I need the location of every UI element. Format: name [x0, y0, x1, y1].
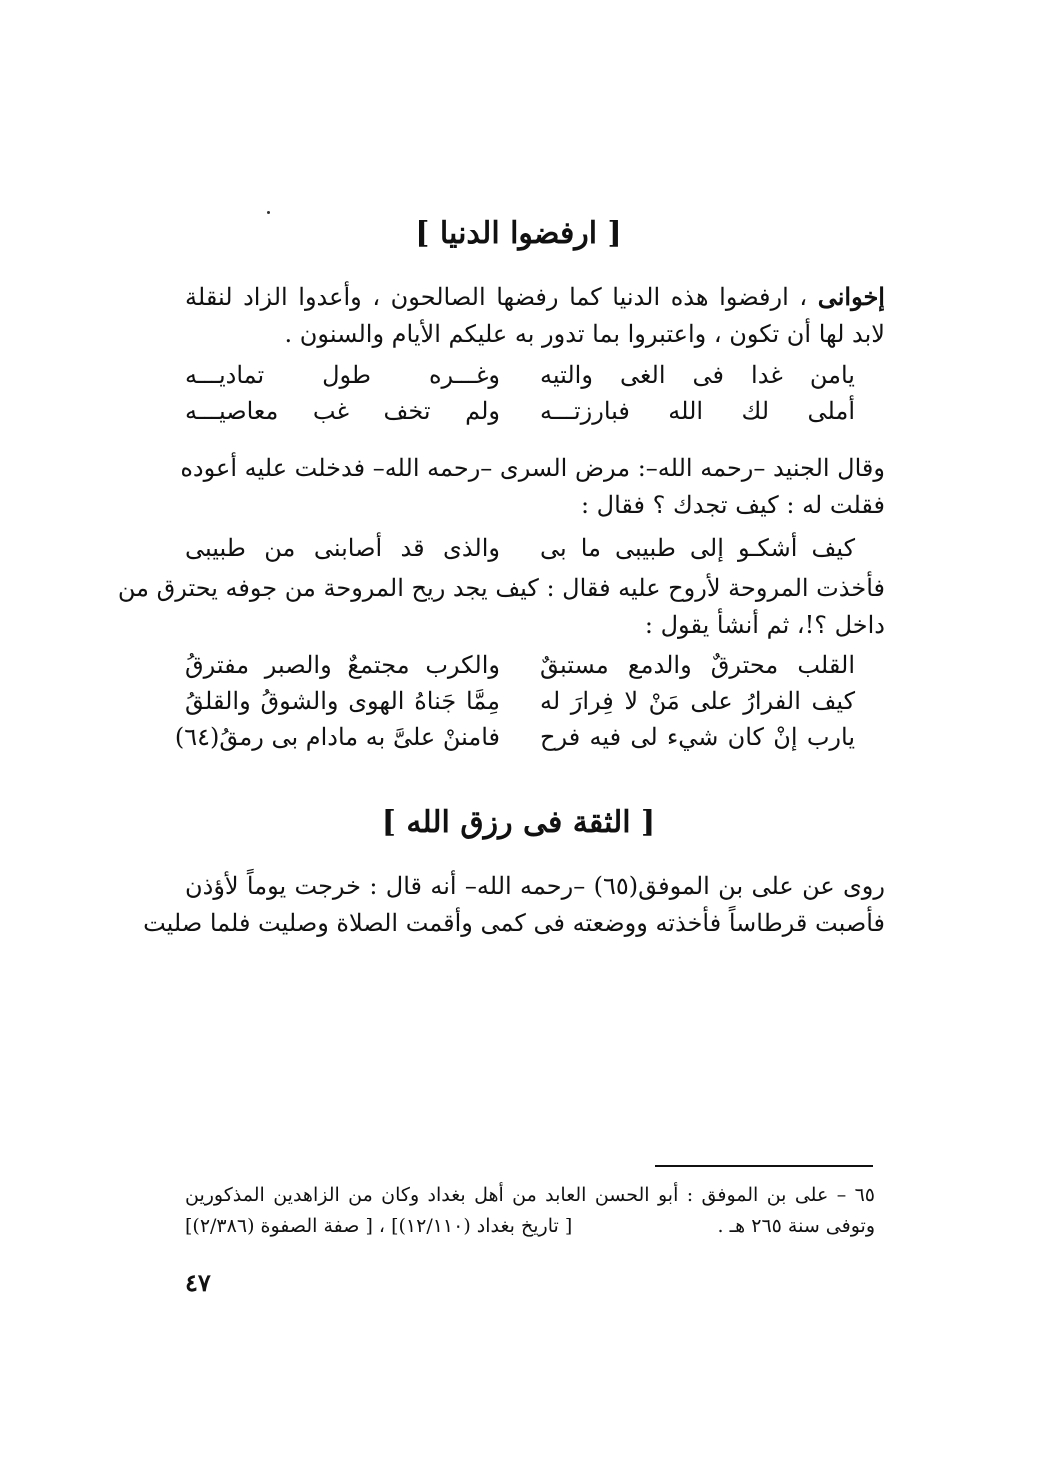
- footnote: [185, 1180, 875, 1242]
- verse-row: [185, 393, 885, 429]
- footnote-separator: [655, 1165, 873, 1167]
- verse-hemistich-second: فامننْ علىَّ به مادام بى رمقُ(٦٤): [174, 723, 500, 751]
- verse-row: [185, 530, 885, 566]
- paragraph-line: فأخذت المروحة لأروح عليه فقال : كيف يجد ريح المروحة من جوفه يحترق من: [117, 574, 885, 602]
- paragraph-fan: [117, 570, 885, 644]
- verse-hemistich-first: أملى لك الله فبارزتـــه: [540, 397, 855, 425]
- paragraph-line: روى عن على بن الموفق(٦٥) –رحمه الله– أنه قال : خرجت يوماً لأؤذن: [185, 872, 885, 900]
- verse-hemistich-second: والذى قد أصابنى من طبيبى: [185, 534, 500, 562]
- paragraph-line: لابد لها أن تكون ، واعتبروا بما تدور به عليكم الأيام والسنون .: [284, 320, 885, 348]
- footnote-line: ٦٥ – على بن الموفق : أبو الحسن العابد من أهل بغداد وكان من الزاهدين المذكورين: [185, 1184, 875, 1206]
- paragraph-ali-ibn-muwaffaq: [143, 868, 885, 942]
- verse-block-1: [185, 357, 885, 429]
- paragraph-text: ، ارفضوا هذه الدنيا كما رفضها الصالحون ، وأعدوا الزاد لنقلة: [185, 283, 808, 311]
- paragraph-line: [185, 278, 885, 316]
- verse-hemistich-first: كيف أشكـو إلى طبيبى ما بى: [540, 534, 855, 562]
- verse-row: [185, 357, 885, 393]
- verse-block-3: [174, 647, 885, 755]
- paragraph-line: داخل ؟!، ثم أنشأ يقول :: [644, 611, 885, 639]
- page-number: ٤٧: [185, 1268, 211, 1297]
- paragraph-junayd: [180, 450, 885, 524]
- verse-hemistich-second: مِمَّا جَناهُ الهوى والشوقُ والقلقُ: [185, 687, 500, 715]
- verse-row: [185, 683, 885, 719]
- lead-word: إخوانى: [817, 282, 885, 311]
- paragraph-line: وقال الجنيد –رحمه الله–: مرض السرى –رحمه الله– فدخلت عليه أعوده: [180, 454, 885, 482]
- paragraph-line: فأصبت قرطاساً فأخذته ووضعته فى كمى وأقمت الصلاة وصليت فلما صليت: [143, 909, 885, 937]
- section-title-reject-world: [ ارفضوا الدنيا ]: [415, 216, 622, 251]
- verse-row: [185, 647, 885, 683]
- verse-hemistich-second: والكرب مجتمعٌ والصبر مفترقُ: [185, 651, 500, 679]
- verse-hemistich-first: القلب محترقٌ والدمع مستبقٌ: [540, 651, 855, 679]
- footnote-death-date: وتوفى سنة ٢٦٥ هـ .: [717, 1215, 875, 1237]
- verse-hemistich-first: يارب إنْ كان شيء لى فيه فرح: [540, 723, 855, 751]
- verse-hemistich-first: يامن غدا فى الغى والتيه: [540, 361, 855, 389]
- verse-block-2: [185, 530, 885, 566]
- verse-hemistich-second: وغـــره طول تماديـــه: [185, 361, 500, 389]
- paragraph-brothers: [185, 278, 885, 353]
- verse-row: [174, 719, 885, 755]
- footnote-references: [ تاريخ بغداد (١٢/١١٠)] ، [ صفة الصفوة (٢/٣٨٦)]: [185, 1215, 573, 1237]
- paragraph-line: فقلت له : كيف تجدك ؟ فقال :: [580, 491, 885, 519]
- section-title-trust-provision: [ الثقة فى رزق الله ]: [381, 805, 656, 840]
- verse-hemistich-second: ولم تخف غب معاصيـــه: [185, 397, 500, 425]
- footnote-line: [185, 1211, 875, 1242]
- verse-hemistich-first: كيف الفرارُ على مَنْ لا فِرارَ له: [540, 687, 855, 715]
